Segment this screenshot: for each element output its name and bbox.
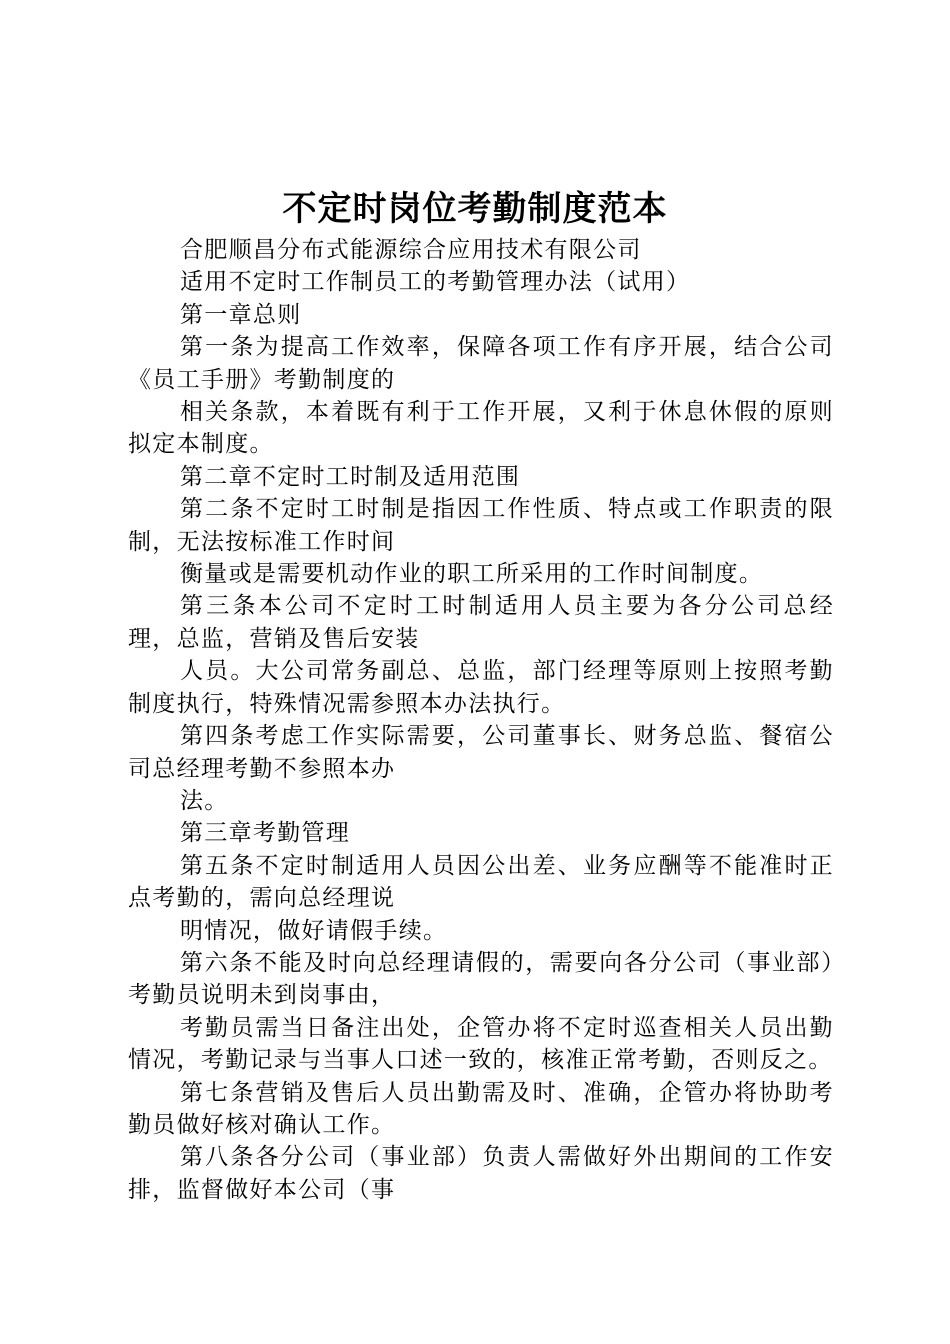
paragraph-article-7: 第七条营销及售后人员出勤需及时、准确，企管办将协助考勤员做好核对确认工作。 <box>128 1079 834 1138</box>
paragraph-subtitle: 适用不定时工作制员工的考勤管理办法（试用） <box>180 269 691 296</box>
paragraph-article-4-cont: 法。 <box>180 787 229 814</box>
paragraph-article-4: 第四条考虑工作实际需要，公司董事长、财务总监、餐宿公司总经理考勤不参照本办 <box>128 723 834 782</box>
paragraph-article-5: 第五条不定时制适用人员因公出差、业务应酬等不能准时正点考勤的，需向总经理说 <box>128 852 834 912</box>
paragraph-article-1: 第一条为提高工作效率，保障各项工作有序开展，结合公司《员工手册》考勤制度的 <box>128 334 834 393</box>
paragraph-article-5-cont: 明情况，做好请假手续。 <box>180 917 448 944</box>
paragraph-article-8: 第八条各分公司（事业部）负责人需做好外出期间的工作安排，监督做好本公司（事 <box>128 1144 834 1203</box>
document-body <box>128 234 834 1206</box>
paragraph-article-3: 第三条本公司不定时工时制适用人员主要为各分公司总经理，总监，营销及售后安装 <box>128 593 834 652</box>
chapter-heading-1: 第一章总则 <box>180 301 302 328</box>
chapter-heading-2: 第二章不定时工时制及适用范围 <box>180 463 521 490</box>
paragraph-article-2-cont: 衡量或是需要机动作业的职工所采用的工作时间制度。 <box>180 561 764 588</box>
paragraph-article-6-cont: 考勤员需当日备注出处，企管办将不定时巡查相关人员出勤情况，考勤记录与当事人口述一致的，核准正常考勤，否则反之。 <box>128 1014 834 1074</box>
paragraph-company-name: 合肥顺昌分布式能源综合应用技术有限公司 <box>180 237 642 263</box>
chapter-heading-3: 第三章考勤管理 <box>180 820 351 847</box>
paragraph-article-3-cont: 人员。大公司常务副总、总监，部门经理等原则上按照考勤制度执行，特殊情况需参照本办法执行。 <box>128 658 834 717</box>
paragraph-article-2: 第二条不定时工时制是指因工作性质、特点或工作职责的限制，无法按标准工作时间 <box>128 496 834 555</box>
paragraph-article-1-cont: 相关条款，本着既有利于工作开展，又利于休息休假的原则拟定本制度。 <box>128 399 834 458</box>
document-title: 不定时岗位考勤制度范本 <box>282 189 668 229</box>
paragraph-article-6: 第六条不能及时向总经理请假的，需要向各分公司（事业部）考勤员说明未到岗事由， <box>128 949 834 1009</box>
